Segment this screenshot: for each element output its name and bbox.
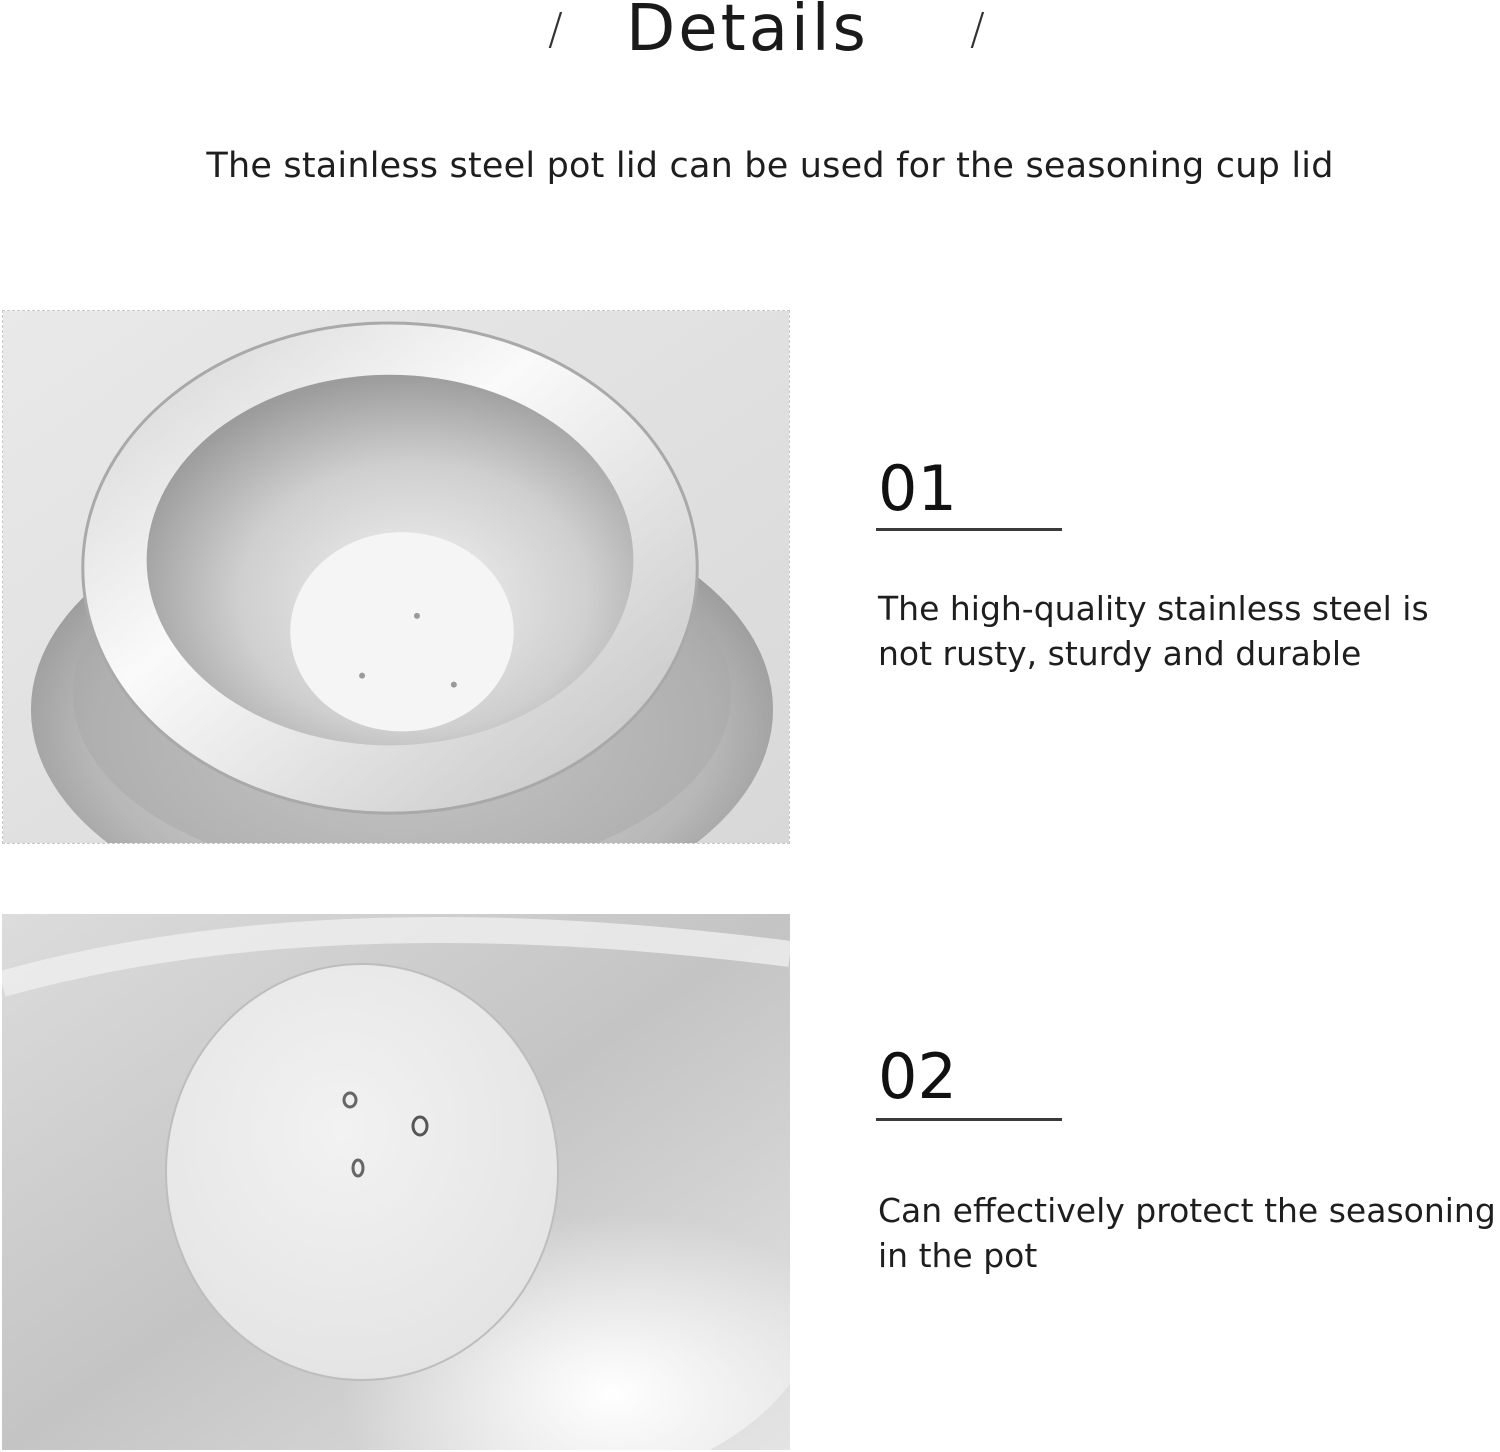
page-title: Details (626, 0, 869, 66)
product-photo-lid-top (2, 310, 790, 844)
heading-slash-right: / (970, 4, 985, 55)
feature-description-02-line1: Can effectively protect the seasoning (878, 1191, 1496, 1230)
section-heading (0, 0, 1500, 70)
product-photo-inside-closeup (2, 914, 790, 1450)
page-subtitle: The stainless steel pot lid can be used for the seasoning cup lid (206, 146, 1334, 186)
feature-description-02 (878, 1188, 1500, 1278)
feature-description-01-line1: The high-quality stainless steel is (878, 589, 1429, 628)
heading-slash-left: / (548, 4, 563, 55)
feature-description-02-line2: in the pot (878, 1236, 1038, 1275)
lid-top-illustration (3, 311, 789, 843)
closeup-illustration (2, 914, 790, 1450)
feature-number-02: 02 (878, 1040, 957, 1113)
feature-number-01: 01 (878, 452, 957, 525)
feature-description-01-line2: not rusty, sturdy and durable (878, 634, 1362, 673)
feature-divider-02 (876, 1118, 1062, 1121)
feature-description-01 (878, 586, 1478, 676)
feature-divider-01 (876, 528, 1062, 531)
